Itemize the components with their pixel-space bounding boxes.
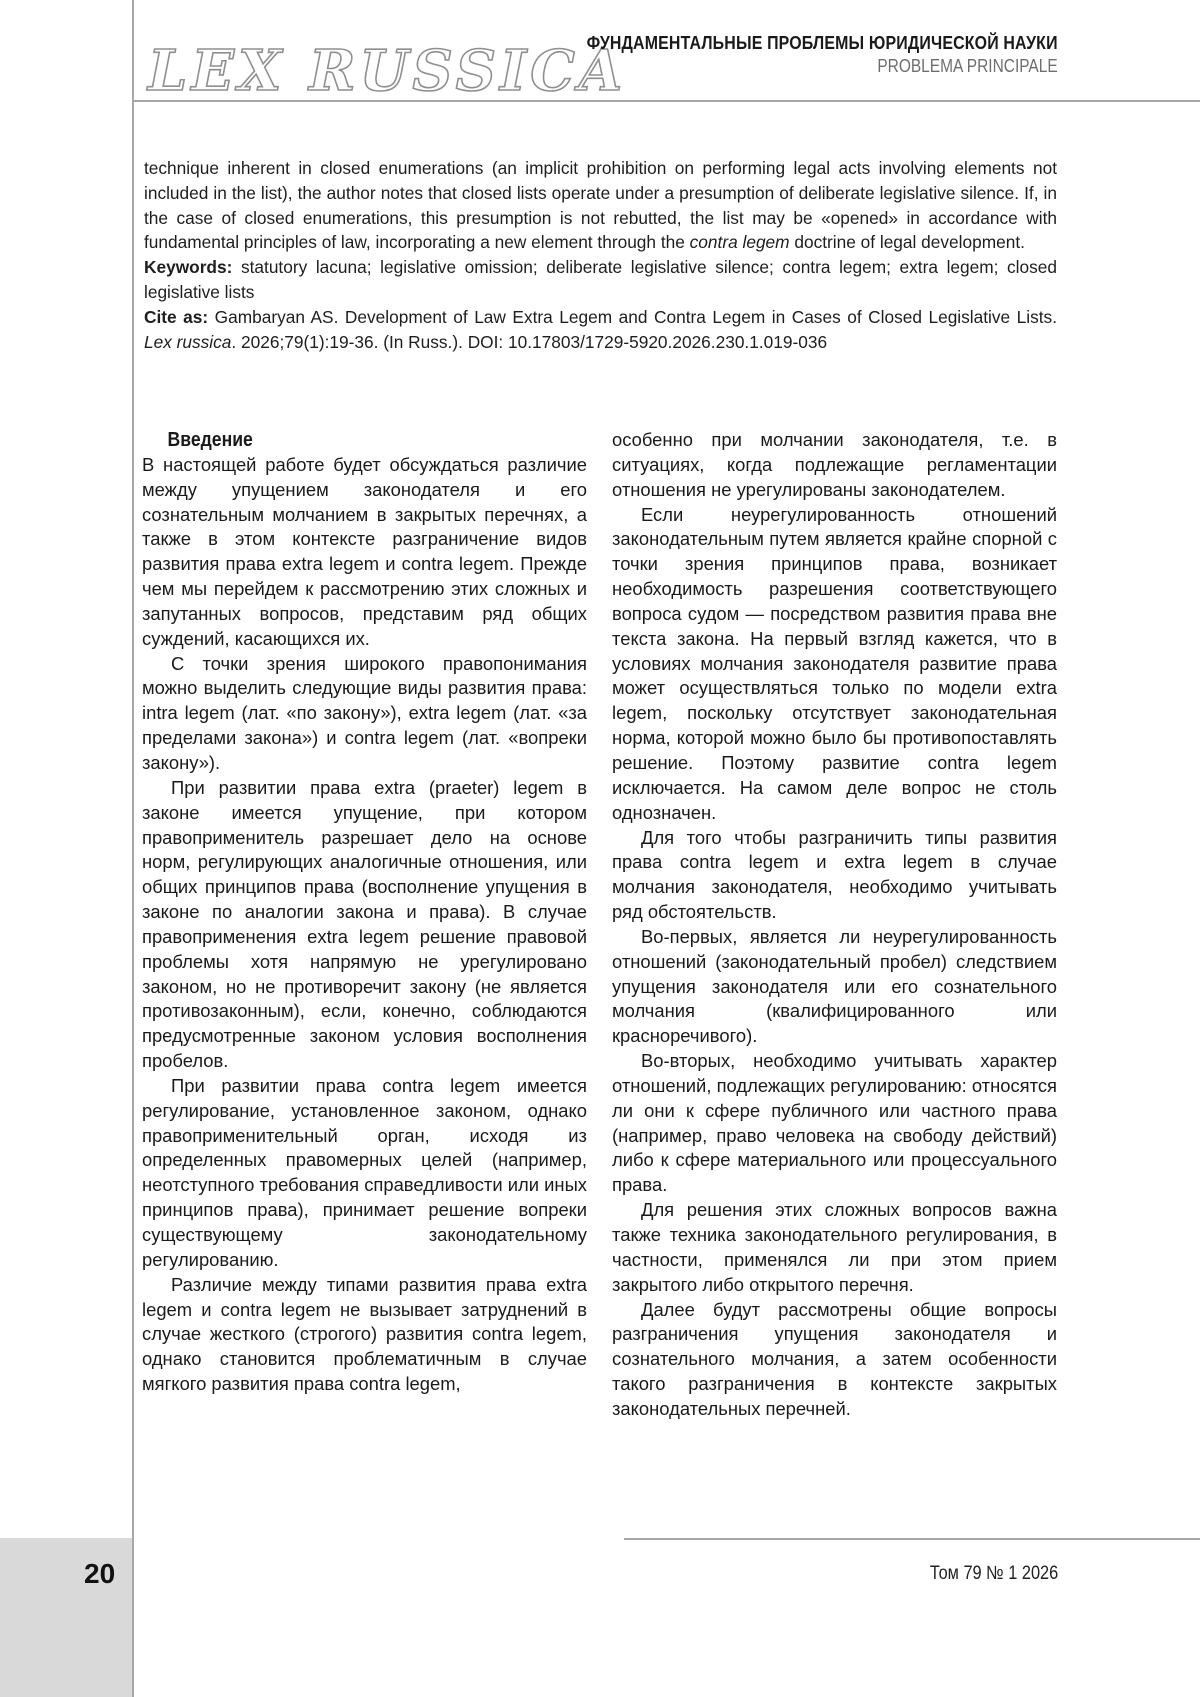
body-paragraph: Во-вторых, необходимо учитывать характер отношений, подлежащих регулированию: относятся ли они к сфере публичного или частного права (например, право человека на свободу действий) либо к сфере материального или процессуального права. [612,1050,1057,1196]
keywords-label: Keywords: [144,257,233,278]
abstract-block [144,156,1057,354]
cite-details: . 2026;79(1):19-36. (In Russ.). DOI: 10.17803/1729-5920.2026.230.1.019-036 [231,331,828,352]
vertical-rule [132,0,134,1697]
citation-paragraph [144,305,1057,355]
page-number: 20 [84,1558,116,1589]
abstract-italic-term: contra legem [689,232,790,253]
abstract-text-end: doctrine of legal development. [789,232,1025,253]
body-paragraph: Во-первых, является ли неурегулированность отношений (законодательный пробел) следствием упущения законодателя или его сознательного молчания (квалифицированного или красноречивого). [612,925,1057,1047]
body-paragraph: Различие между типами развития права extra legem и contra legem не вызывает затруднений в случае жесткого (строгого) развития contra legem, однако становится проблематичным в случае мягкого развития права contra legem, [142,1273,587,1395]
body-paragraph: особенно при молчании законодателя, т.е. в ситуациях, когда подлежащие регламентации отношения не урегулированы законодателем. [612,429,1057,500]
cite-journal: Lex russica [144,331,232,352]
abstract-text: technique inherent in closed enumerations (an implicit prohibition on performing legal acts involving elements not included in the list), the author notes that closed lists operate under a presumption of deliberate legislative silence. If, in the case of closed enumerations, this presumption is not rebutted, the list may be «opened» in accordance with fundamental principles of law, incorporating a new element through the [144,158,1057,253]
body-column-right [612,428,1057,1422]
cite-label: Cite as: [144,306,209,327]
body-paragraph: С точки зрения широкого правопонимания можно выделить следующие виды развития права: intra legem (лат. «по закону»), extra legem (лат. «за пределами закона») и contra legem (лат. «вопреки закону»). [142,652,587,773]
keywords-paragraph [144,255,1057,305]
issue-info: Том 79 № 1 2026 [929,1563,1058,1584]
body-paragraph: Для решения этих сложных вопросов важна также техника законодательного регулирования, в частности, применялся ли при этом прием закрытого либо открытого перечня. [612,1199,1057,1295]
footer-rule [624,1538,1200,1540]
body-paragraph: Далее будут рассмотрены общие вопросы разграничения упущения законодателя и сознательного молчания, а затем особенности такого разграничения в контексте закрытых законодательных перечней. [612,1298,1057,1419]
body-paragraph: В настоящей работе будет обсуждаться различие между упущением законодателя и его сознательным молчанием в закрытых перечнях, а также в этом контексте разграничение видов развития права extra legem и contra legem. Прежде чем мы перейдем к рассмотрению этих сложных и запутанных вопросов, представим ряд общих суждений, касающихся их. [142,453,587,649]
body-paragraph: Для того чтобы разграничить типы развития права contra legem и extra legem в случае молчания законодателя, необходимо учитывать ряд обстоятельств. [612,826,1057,923]
body-paragraph: При развитии права extra (praeter) legem в законе имеется упущение, при котором правоприменитель разрешает дело на основе норм, регулирующих аналогичные отношения, или общих принципов права (восполнение упущения в законе по аналогии закона и права). В случае правоприменения extra legem решение правовой проблемы хотя напрямую не урегулировано законом, но не противоречит закону (не является противозаконным), если, конечно, соблюдаются предусмотренные законом условия восполнения пробелов. [142,776,587,1072]
cite-text: Gambaryan AS. Development of Law Extra Legem and Contra Legem in Cases of Closed Legislative Lists. [208,306,1057,327]
running-header [510,32,1058,77]
abstract-paragraph [144,156,1057,255]
left-margin [0,0,132,1697]
journal-logo-text: LEX RUSSICA [148,38,627,104]
keywords-text: statutory lacuna; legislative omission; deliberate legislative silence; contra legem; extra legem; closed legislative lists [144,257,1057,302]
section-header-subtitle: PROBLEMA PRINCIPALE [877,56,1058,76]
section-header-title: ФУНДАМЕНТАЛЬНЫЕ ПРОБЛЕМЫ ЮРИДИЧЕСКОЙ НАУКИ [586,32,1058,53]
body-paragraph: При развитии права contra legem имеется регулирование, установленное законом, однако правоприменительный орган, исходя из определенных правомерных целей (например, неотступного требования справедливости или иных принципов права), принимает решение вопреки существующему законодательному регулированию. [142,1074,587,1270]
section-heading: Введение [167,429,253,451]
body-column-left [142,428,587,1397]
body-paragraph: Если неурегулированность отношений законодательным путем является крайне спорной с точки зрения принципов права, возникает необходимость разрешения соответствующего вопроса судом — посредством развития права вне текста закона. На первый взгляд кажется, что в условиях молчания законодателя развитие права может осуществляться только по модели extra legem, поскольку отсутствует законодательная норма, которой можно было бы противопоставлять решение. Поэтому развитие contra legem исключается. На самом деле вопрос не столь однозначен. [612,503,1057,823]
